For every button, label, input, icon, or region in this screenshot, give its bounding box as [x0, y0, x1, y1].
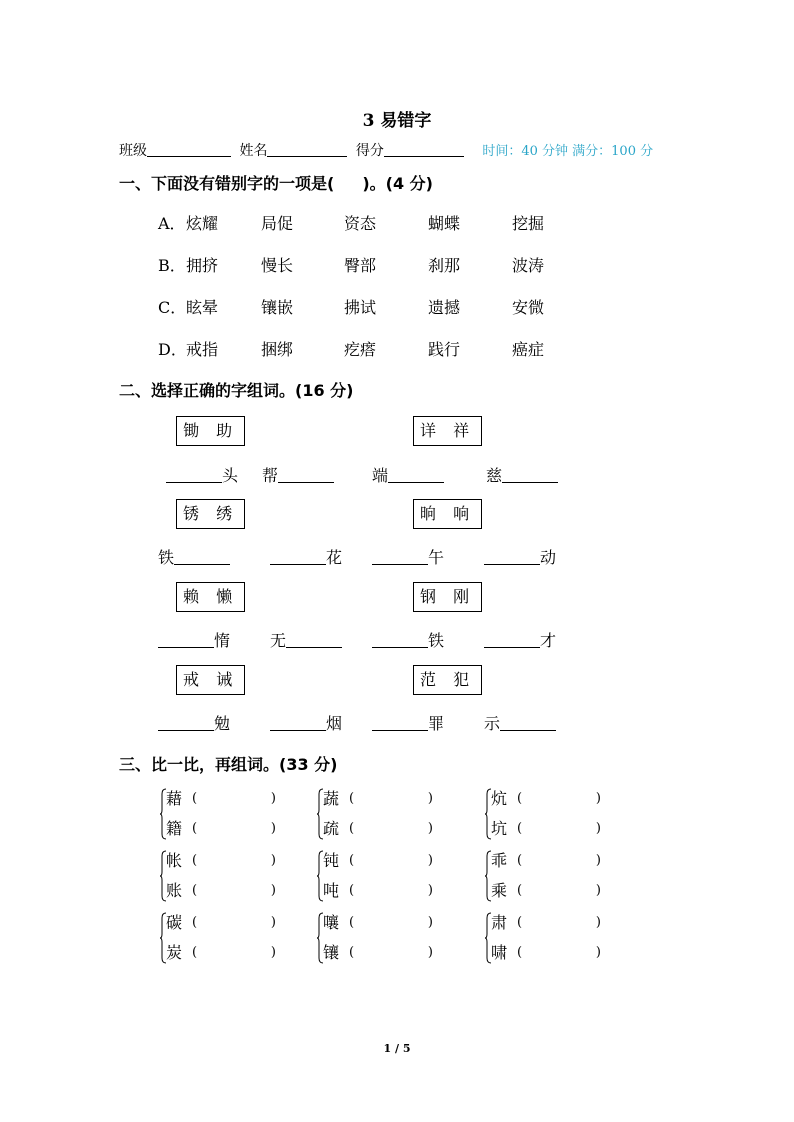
fill-word-char: 端: [372, 466, 389, 485]
brace-icon: [485, 850, 491, 902]
paren-close: ): [270, 945, 276, 960]
paren-close: ): [270, 915, 276, 930]
char-choice-box: 晌 响: [413, 499, 482, 529]
paren-close: ): [595, 883, 601, 898]
compare-pair: [323, 846, 433, 906]
option-word: 遗撼: [428, 298, 461, 317]
paren-close: ): [270, 883, 276, 898]
compare-char: 碳: [166, 913, 183, 932]
fill-word-char: 头: [222, 466, 239, 485]
option-word: 拂试: [344, 298, 377, 317]
answer-parentheses[interactable]: [349, 876, 433, 906]
name-blank[interactable]: [267, 142, 347, 157]
option-label: B．: [158, 256, 186, 275]
compare-row[interactable]: [323, 814, 433, 844]
paren-close: ): [427, 945, 433, 960]
option-word: 拥挤: [186, 256, 219, 275]
char-choice-box: 钢 刚: [413, 582, 482, 612]
paren-open: (: [517, 883, 523, 898]
char-choice-box: 范 犯: [413, 665, 482, 695]
fill-word-char: 铁: [158, 548, 175, 567]
compare-row[interactable]: [166, 938, 276, 968]
compare-row[interactable]: [323, 784, 433, 814]
fill-word-char: 惰: [214, 631, 231, 650]
fill-word[interactable]: [270, 628, 342, 651]
brace-icon: [317, 912, 323, 964]
option-word: 波涛: [512, 256, 545, 275]
paren-open: (: [517, 791, 523, 806]
paren-open: (: [517, 853, 523, 868]
option-word: 癌症: [512, 340, 545, 359]
fill-word[interactable]: [262, 463, 334, 486]
fill-word-char: 花: [326, 548, 343, 567]
fill-word-char: 才: [540, 631, 557, 650]
compare-pair: [166, 908, 276, 968]
section3-heading: 三、比一比，再组词。(33 分): [119, 755, 338, 774]
paren-close: ): [595, 853, 601, 868]
compare-char: 嚷: [323, 913, 340, 932]
option-word: 刹那: [428, 256, 461, 275]
answer-parentheses[interactable]: [517, 846, 601, 876]
fill-word-char: 慈: [486, 466, 503, 485]
compare-row[interactable]: [323, 876, 433, 906]
char-choice-box: 锈 绣: [176, 499, 245, 529]
paren-close: ): [595, 821, 601, 836]
answer-parentheses[interactable]: [349, 938, 433, 968]
compare-pair: [491, 908, 601, 968]
compare-pair: [323, 784, 433, 844]
paren-open: (: [517, 945, 523, 960]
option-word: 捆绑: [261, 340, 294, 359]
fill-word[interactable]: [158, 711, 230, 734]
paren-open: (: [192, 853, 198, 868]
fill-word-char: 午: [428, 548, 445, 567]
brace-icon: [160, 850, 166, 902]
score-blank[interactable]: [384, 142, 464, 157]
fill-word[interactable]: [270, 711, 342, 734]
fill-word-char: 动: [540, 548, 557, 567]
fill-word-char: 勉: [214, 714, 231, 733]
option-word: 安微: [512, 298, 545, 317]
answer-parentheses[interactable]: [349, 814, 433, 844]
option-word: 戒指: [186, 340, 219, 359]
answer-parentheses[interactable]: [192, 938, 276, 968]
fill-word[interactable]: [158, 545, 230, 568]
answer-parentheses[interactable]: [517, 908, 601, 938]
section1-heading-post: )。(4 分): [362, 174, 433, 193]
paren-open: (: [349, 945, 355, 960]
compare-char: 钝: [323, 851, 340, 870]
brace-icon: [485, 912, 491, 964]
section1-heading-pre: 一、下面没有错别字的一项是(: [119, 174, 335, 193]
fill-word-char: 示: [484, 714, 501, 733]
compare-row[interactable]: [491, 876, 601, 906]
compare-row[interactable]: [166, 876, 276, 906]
answer-parentheses[interactable]: [349, 908, 433, 938]
char-choice-box: 锄 助: [176, 416, 245, 446]
fill-word-char: 烟: [326, 714, 343, 733]
option-label: C．: [158, 298, 187, 317]
option-word: 眩晕: [186, 298, 219, 317]
paren-open: (: [192, 945, 198, 960]
paren-open: (: [192, 883, 198, 898]
paren-close: ): [595, 791, 601, 806]
paren-close: ): [427, 915, 433, 930]
fill-word-char: 帮: [262, 466, 279, 485]
compare-pair: [491, 784, 601, 844]
compare-char: 帐: [166, 851, 183, 870]
compare-char: 蔬: [323, 789, 340, 808]
answer-parentheses[interactable]: [192, 814, 276, 844]
compare-row[interactable]: [323, 908, 433, 938]
section2-heading: 二、选择正确的字组词。(16 分): [119, 381, 354, 400]
answer-parentheses[interactable]: [517, 784, 601, 814]
paren-open: (: [349, 883, 355, 898]
time-info: 时间：40 分钟 满分：100 分: [482, 144, 654, 159]
fill-word[interactable]: [270, 545, 342, 568]
char-choice-box: 戒 诫: [176, 665, 245, 695]
compare-char: 坑: [491, 819, 508, 838]
fill-word[interactable]: [372, 711, 444, 734]
compare-row[interactable]: [491, 814, 601, 844]
paren-open: (: [517, 915, 523, 930]
compare-char: 炕: [491, 789, 508, 808]
compare-row[interactable]: [323, 938, 433, 968]
paren-open: (: [349, 791, 355, 806]
option-word: 慢长: [261, 256, 294, 275]
student-info-line: [119, 140, 653, 160]
paren-open: (: [349, 915, 355, 930]
option-word: 蝴蝶: [428, 214, 461, 233]
paren-close: ): [427, 883, 433, 898]
compare-pair: [323, 908, 433, 968]
compare-char: 肃: [491, 913, 508, 932]
compare-char: 镶: [323, 943, 340, 962]
fill-word[interactable]: [486, 463, 558, 486]
option-label: D．: [158, 340, 187, 359]
paren-open: (: [192, 915, 198, 930]
answer-parentheses[interactable]: [192, 908, 276, 938]
score-label: 得分: [355, 143, 384, 159]
compare-row[interactable]: [491, 908, 601, 938]
fill-word[interactable]: [484, 711, 556, 734]
fill-word[interactable]: [166, 463, 238, 486]
compare-char: 炭: [166, 943, 183, 962]
option-word: 局促: [261, 214, 294, 233]
fill-word-char: 无: [270, 631, 287, 650]
fill-word[interactable]: [484, 628, 556, 651]
paren-open: (: [192, 821, 198, 836]
brace-icon: [317, 788, 323, 840]
option-word: 践行: [428, 340, 461, 359]
answer-parentheses[interactable]: [517, 814, 601, 844]
answer-parentheses[interactable]: [192, 876, 276, 906]
compare-row[interactable]: [166, 784, 276, 814]
answer-parentheses[interactable]: [349, 784, 433, 814]
fill-word[interactable]: [372, 463, 444, 486]
paren-close: ): [595, 945, 601, 960]
answer-parentheses[interactable]: [517, 876, 601, 906]
brace-icon: [160, 788, 166, 840]
compare-char: 账: [166, 881, 183, 900]
compare-row[interactable]: [166, 814, 276, 844]
name-label: 姓名: [239, 143, 268, 159]
brace-icon: [160, 912, 166, 964]
option-word: 炫耀: [186, 214, 219, 233]
fill-word[interactable]: [372, 628, 444, 651]
paren-close: ): [270, 791, 276, 806]
answer-parentheses[interactable]: [192, 846, 276, 876]
paren-close: ): [427, 821, 433, 836]
page-number: 1 / 5: [383, 1042, 411, 1055]
paren-close: ): [427, 853, 433, 868]
fill-word-char: 铁: [428, 631, 445, 650]
paren-close: ): [595, 915, 601, 930]
page-title: 3 易错字: [362, 111, 432, 131]
class-label: 班级: [119, 143, 147, 159]
char-choice-box: 详 祥: [413, 416, 482, 446]
option-word: 臀部: [344, 256, 377, 275]
compare-pair: [166, 784, 276, 844]
brace-icon: [485, 788, 491, 840]
option-label: A．: [158, 214, 186, 233]
brace-icon: [317, 850, 323, 902]
compare-row[interactable]: [491, 938, 601, 968]
paren-open: (: [349, 853, 355, 868]
answer-parentheses[interactable]: [517, 938, 601, 968]
compare-pair: [166, 846, 276, 906]
compare-row[interactable]: [323, 846, 433, 876]
paren-open: (: [349, 821, 355, 836]
compare-char: 啸: [491, 943, 508, 962]
paren-open: (: [517, 821, 523, 836]
char-choice-box: 赖 懒: [176, 582, 245, 612]
paren-open: (: [192, 791, 198, 806]
compare-char: 乖: [491, 851, 508, 870]
section1-heading: [119, 171, 433, 194]
compare-char: 乘: [491, 881, 508, 900]
compare-row[interactable]: [491, 784, 601, 814]
option-word: 挖掘: [512, 214, 545, 233]
compare-row[interactable]: [491, 846, 601, 876]
compare-row[interactable]: [166, 846, 276, 876]
paren-close: ): [427, 791, 433, 806]
answer-parentheses[interactable]: [349, 846, 433, 876]
answer-parentheses[interactable]: [192, 784, 276, 814]
paren-close: ): [270, 821, 276, 836]
compare-row[interactable]: [166, 908, 276, 938]
fill-word[interactable]: [484, 545, 556, 568]
compare-char: 藉: [166, 789, 183, 808]
compare-char: 疏: [323, 819, 340, 838]
compare-char: 吨: [323, 881, 340, 900]
class-blank[interactable]: [147, 142, 231, 157]
fill-word[interactable]: [158, 628, 230, 651]
option-word: 镶嵌: [261, 298, 294, 317]
option-word: 资态: [344, 214, 377, 233]
compare-pair: [491, 846, 601, 906]
fill-word-char: 罪: [428, 714, 445, 733]
compare-char: 籍: [166, 819, 183, 838]
paren-close: ): [270, 853, 276, 868]
option-word: 疙瘩: [344, 340, 377, 359]
fill-word[interactable]: [372, 545, 444, 568]
